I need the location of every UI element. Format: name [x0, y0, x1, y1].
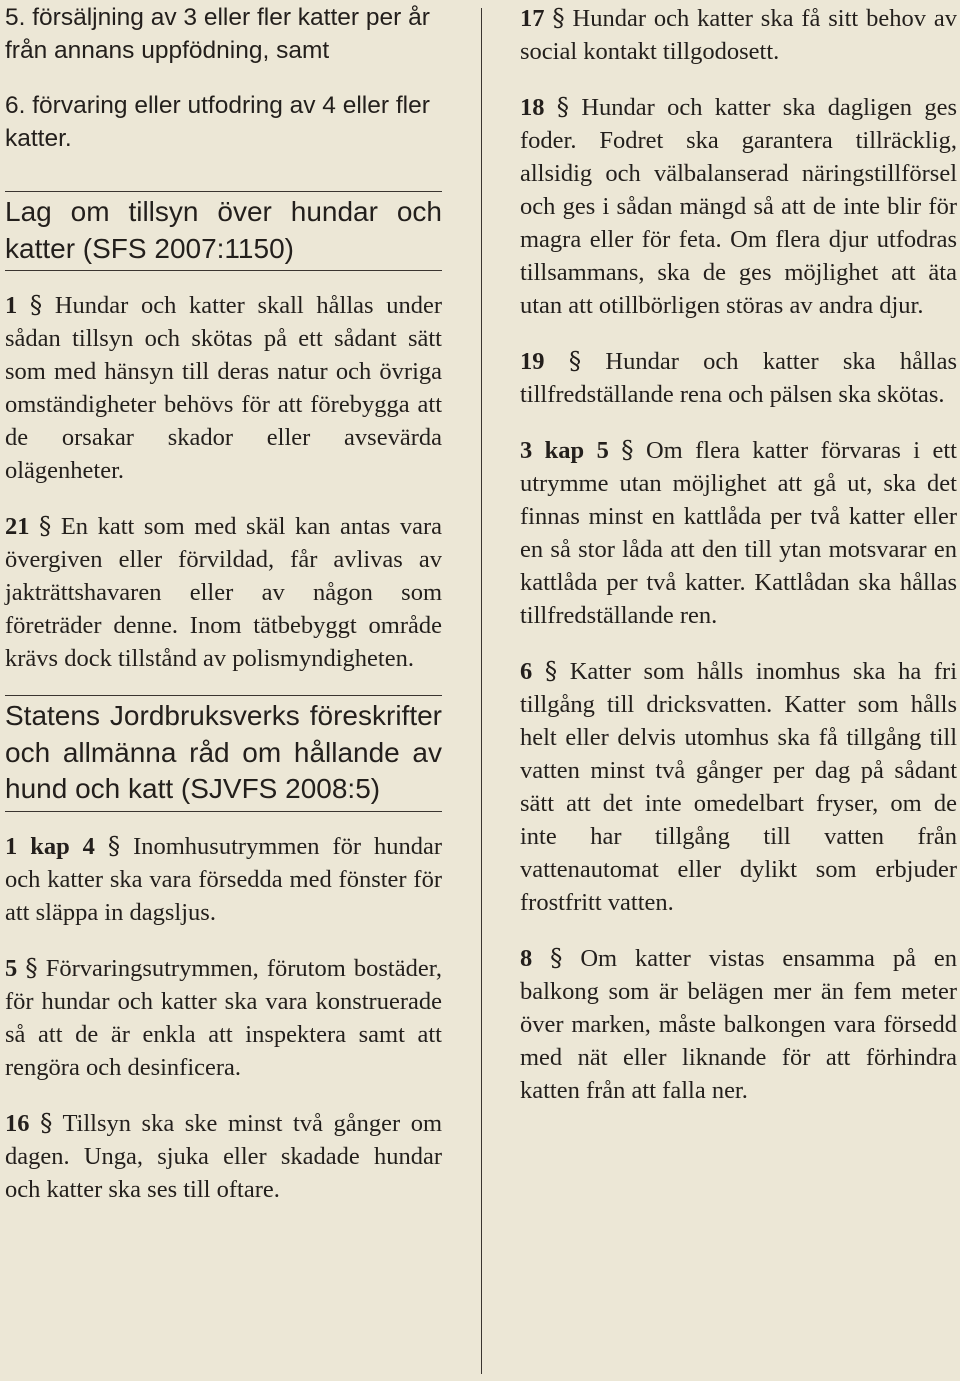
list-item-6: 6. förvaring eller utfodring av 4 eller fler katter.: [5, 92, 430, 152]
section-number: 16: [5, 1109, 30, 1137]
paragraph-17: [520, 1, 957, 68]
paragraph-text: Hundar och katter ska få sitt behov av social kontakt tillgodosett.: [520, 5, 957, 65]
section-symbol-icon: §: [39, 511, 52, 540]
paragraph-18: [520, 90, 957, 322]
paragraph-text: Om flera katter förvaras i ett utrymme utan möjlighet att gå ut, ska det finnas minst en kattlåda per två katter eller en så stor låda att den till ytan motsvarar en kattlåda per två katter. Kattlådan ska hållas tillfredställande ren.: [520, 437, 957, 629]
section-number: 1 kap 4: [5, 832, 95, 860]
paragraph-5: [5, 951, 442, 1084]
section-number: 21: [5, 513, 30, 540]
list-item-5: 5. försäljning av 3 eller fler katter per år från annans uppfödning, samt: [5, 4, 430, 64]
section-number: 17: [520, 5, 545, 32]
section-symbol-icon: §: [25, 952, 38, 982]
paragraph-1: [5, 288, 442, 487]
paragraph-6: [520, 654, 957, 919]
section-number: 1: [5, 292, 18, 319]
paragraph-text: En katt som med skäl kan antas vara övergiven eller förvildad, får avlivas av jakträttshavaren eller av någon som företräder denne. Inom tätbebyggt område krävs dock tillstånd av polismyndigheten.: [5, 513, 442, 672]
paragraph-text: Förvaringsutrymmen, förutom bostäder, för hundar och katter ska vara konstruerade så att de är enkla att inspektera samt att rengöra och desinficera.: [5, 954, 442, 1081]
section-number: 5: [5, 954, 18, 982]
section-symbol-icon: §: [556, 92, 570, 121]
section-symbol-icon: §: [40, 1107, 53, 1137]
section-symbol-icon: §: [107, 830, 121, 860]
paragraph-16: [5, 1106, 442, 1206]
paragraph-text: Tillsyn ska ske minst två gånger om dagen. Unga, sjuka eller skadade hundar och katter ska ses till oftare.: [5, 1109, 443, 1203]
left-column: [5, 0, 442, 1206]
section-number: 6: [520, 658, 533, 685]
section-number: 3 kap 5: [520, 437, 609, 464]
right-column: [520, 0, 957, 1107]
law-title-sfs: Lag om tillsyn över hundar och katter (SFS 2007:1150): [5, 196, 442, 264]
section-number: 8: [520, 945, 533, 972]
section-symbol-icon: §: [544, 656, 558, 685]
paragraph-text: Katter som hålls inomhus ska ha fri tillgång till dricksvatten. Katter som hålls helt eller delvis utomhus ska få tillgång till vatten minst två gånger per dag på sådant sätt att det inte omedelbart fryser, om de inte har tillgång till vatten från vattenautomat eller dylikt som erbjuder frostfritt vatten.: [520, 658, 957, 916]
paragraph-1-kap-4: [5, 829, 442, 929]
paragraph-19: [520, 344, 957, 411]
law-title-sjvfs: Statens Jordbruksverks föreskrifter och allmänna råd om hållande av hund och katt (SJVFS 2008:5): [5, 700, 442, 804]
section-symbol-icon: §: [552, 3, 565, 32]
paragraph-8: [520, 941, 957, 1107]
section-symbol-icon: §: [29, 290, 43, 319]
paragraph-21: [5, 509, 442, 675]
section-number: 18: [520, 94, 545, 121]
paragraph-text: Hundar och katter ska hållas tillfredställande rena och pälsen ska skötas.: [520, 348, 958, 408]
section-symbol-icon: §: [550, 943, 563, 972]
paragraph-text: Inomhusutrymmen för hundar och katter ska vara försedda med fönster för att släppa in dagsljus.: [5, 832, 443, 926]
paragraph-text: Hundar och katter ska dagligen ges foder. Fodret ska garantera tillräcklig, allsidig och välbalanserad näringstillförsel och ges i sådan mängd så att de inte blir för magra eller för feta. Om flera djur utfodras tillsammans, ska de ges möjlighet att äta utan att otillbörligen störas av andra djur.: [520, 94, 957, 319]
section-symbol-icon: §: [621, 435, 634, 464]
paragraph-3-kap-5: [520, 433, 957, 632]
column-divider: [481, 8, 482, 1374]
paragraph-text: Hundar och katter skall hållas under sådan tillsyn och skötas på ett sådant sätt som med hänsyn till deras natur och övriga omständigheter behövs för att förebygga att de orsakar skador eller avsevärda olägenheter.: [5, 292, 443, 484]
section-symbol-icon: §: [568, 346, 582, 375]
section-number: 19: [520, 348, 545, 375]
paragraph-text: Om katter vistas ensamma på en balkong som är belägen mer än fem meter över marken, måste balkongen vara försedd med nät eller liknande för att förhindra katten från att falla ner.: [520, 945, 958, 1104]
